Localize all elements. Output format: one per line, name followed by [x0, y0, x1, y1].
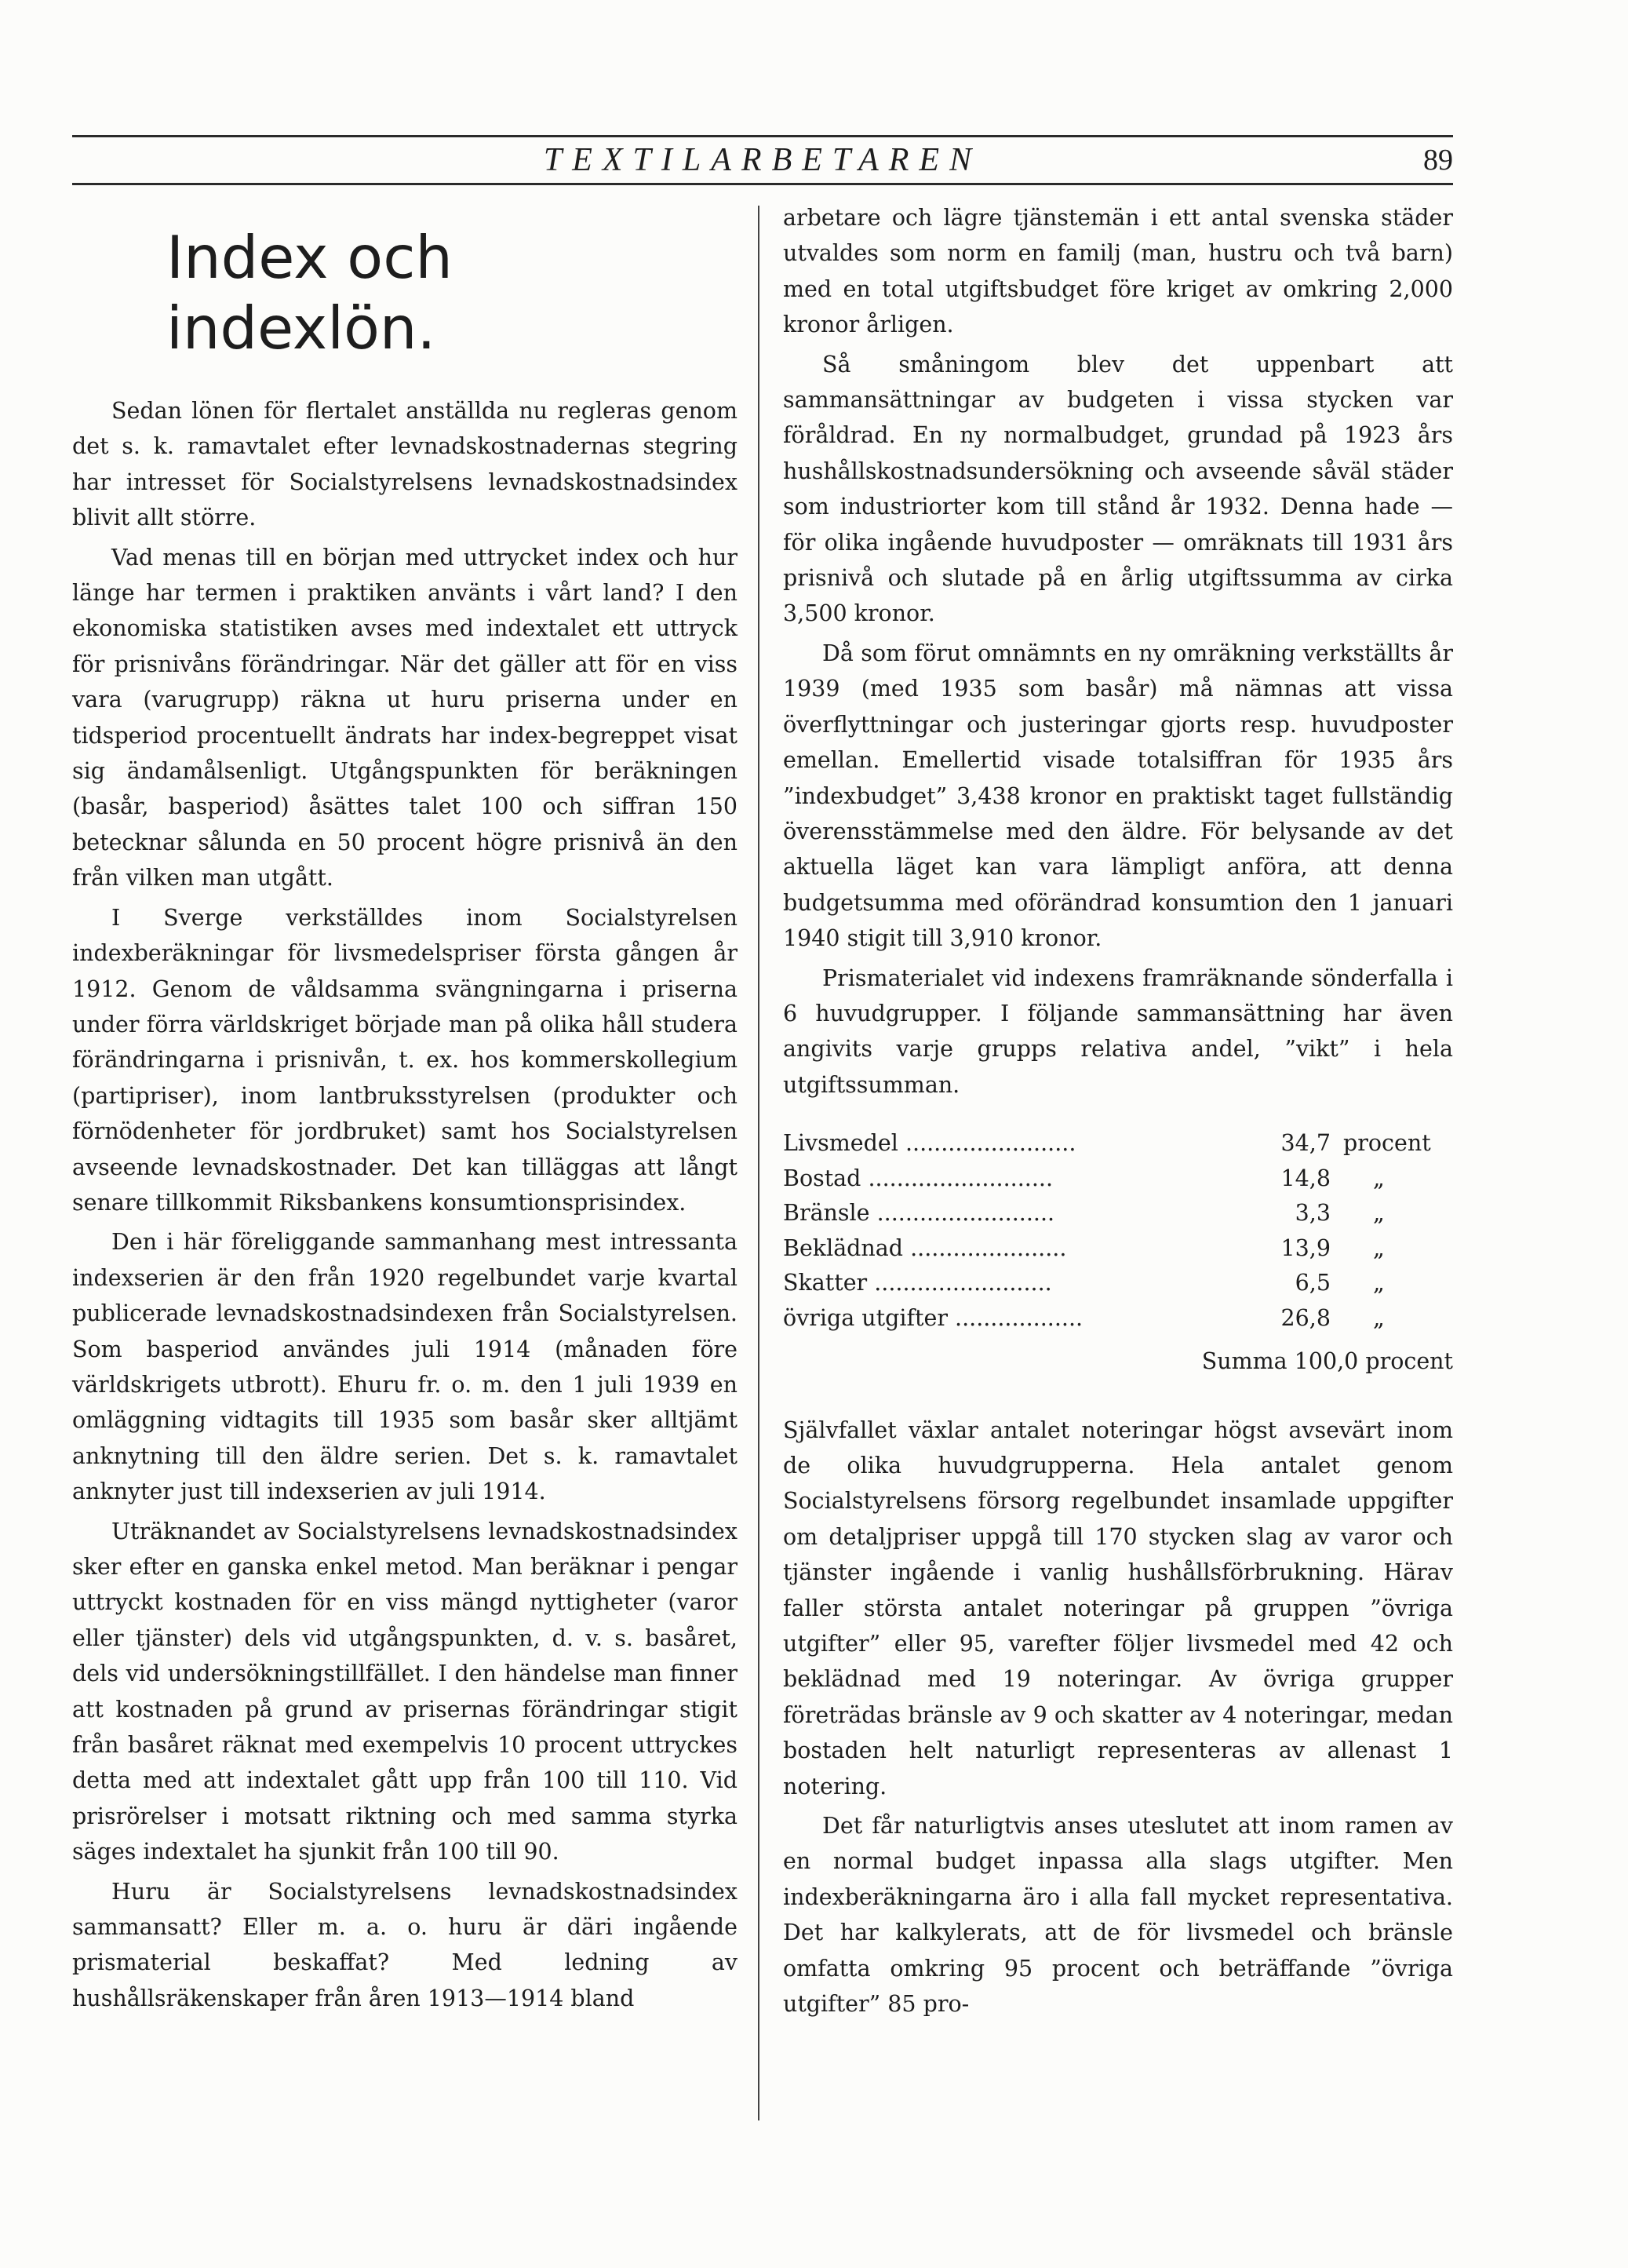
leader-dots: ........................ — [898, 1130, 1076, 1157]
leader-dots: ...................... — [903, 1234, 1067, 1261]
row-unit: „ — [1373, 1304, 1385, 1331]
row-label: Bränsle — [783, 1200, 870, 1227]
paragraph: Uträknandet av Socialstyrelsens levnadskostnadsindex sker efter en ganska enkel metod. Man beräknar i pengar uttryckt kostnaden för en viss mängd nyttigheter (varor eller tjänster) dels vid utgångspunkten, d. v. s. basåret, dels vid undersökningstillfället. I den händelse man finner att kostnaden på grund av prisernas förändringar stigit från basåret räknat med exempelvis 10 procent uttryckes detta med att indextalet gått upp från 100 till 110. Vid prisrörelser i motsatt riktning och med samma styrka säges indextalet ha sjunkit från 100 till 90. — [72, 1518, 738, 1865]
running-head — [72, 141, 1453, 180]
row-unit: „ — [1373, 1270, 1385, 1296]
left-column — [72, 200, 738, 2020]
journal-title: TEXTILARBETAREN — [543, 142, 982, 178]
paragraph: Så småningom blev det uppenbart att sammansättningar av budgeten i vissa stycken var föråldrad. En ny normalbudget, grundad på 1923 års hushållskostnadsundersökning och avseende såväl städer som industriorter kom till stånd år 1932. Denna hade — för olika ingående huvudposter — omräknats till 1931 års prisnivå och slutade på en årlig utgiftssumma av cirka 3,500 kronor. — [783, 351, 1453, 627]
paragraph: Det får naturligtvis anses uteslutet att inom ramen av en normal budget inpassa alla slags utgifter. Men indexberäkningarna äro i alla fall mycket representativa. Det har kalkylerats, att de för livsmedel och bränsle omfatta omkring 95 procent och beträffande ”övriga utgifter” 85 pro- — [783, 1813, 1453, 2018]
paragraph: Huru är Socialstyrelsens levnadskostnadsindex sammansatt? Eller m. a. o. huru är däri ingående prismaterial beskaffat? Med ledning av hushållsräkenskaper från åren 1913—1914 bland — [72, 1878, 738, 2011]
page-number: 89 — [1423, 144, 1453, 177]
paragraph: Prismaterialet vid indexens framräknande sönderfalla i 6 huvudgrupper. I följande sammansättning har även angivits varje grupps relativa andel, ”vikt” i hela utgiftssumman. — [783, 964, 1453, 1098]
table-row — [783, 1126, 1453, 1161]
row-label: Bostad — [783, 1165, 861, 1191]
paragraph: Sedan lönen för flertalet anställda nu regleras genom det s. k. ramavtalet efter levnadskostnadernas stegring har intresset för Socialstyrelsens levnadskostnadsindex blivit allt större. — [72, 398, 738, 531]
paragraph: I Sverge verkställdes inom Socialstyrelsen indexberäkningar för livsmedelspriser första gången år 1912. Genom de våldsamma svängningarna i priserna under förra världskriget började man på olika håll studera förändringarna i prisnivån, t. ex. hos kommerskollegium (partipriser), inom lantbruksstyrelsen (produkter och förnödenheter för jordbruket) samt hos Socialstyrelsen avseende levnadskostnader. Det kan tilläggas att långt senare tillkommit Riksbankens konsumtionsprisindex. — [72, 904, 738, 1216]
row-value: 14,8 — [1280, 1165, 1331, 1191]
left-column-body — [72, 393, 738, 2016]
row-unit: „ — [1373, 1234, 1385, 1261]
paragraph: Självfallet växlar antalet noteringar högst avsevärt inom de olika huvudgrupperna. Hela antalet genom Socialstyrelsens försorg regelbundet insamlade uppgifter om detaljpriser uppgå till 170 stycken slag av varor och tjänster ingående i vanlig hushållsförbrukning. Härav faller största antalet noteringar på gruppen ”övriga utgifter” eller 95, varefter följer livsmedel med 42 och beklädnad med 19 noteringar. Av övriga grupper företrädas bränsle av 9 och skatter av 4 noteringar, medan bostaden helt naturligt representeras av allenast 1 notering. — [783, 1417, 1453, 1799]
leader-dots: .......................... — [861, 1165, 1054, 1191]
budget-weights-table — [783, 1126, 1453, 1336]
paragraph: arbetare och lägre tjänstemän i ett antal svenska städer utvaldes som norm en familj (man, hustru och två barn) med en total utgiftsbudget före kriget av omkring 2,000 kronor årligen. — [783, 205, 1453, 338]
paragraph: Då som förut omnämnts en ny omräkning verkställts år 1939 (med 1935 som basår) må nämnas att vissa överflyttningar och justeringar gjorts resp. huvudposter emellan. Emellertid visade totalsiffran för 1935 års ”indexbudget” 3,438 kronor en praktiskt taget fullständig överensstämmelse med den äldre. För belysande av det aktuella läget kan vara lämpligt anföra, att denna budgetsumma med oförändrad konsumtion den 1 januari 1940 stigit till 3,910 kronor. — [783, 640, 1453, 952]
row-value: 6,5 — [1295, 1270, 1331, 1296]
table-row — [783, 1301, 1453, 1336]
row-unit: „ — [1373, 1165, 1385, 1191]
row-label: Beklädnad — [783, 1234, 904, 1261]
paragraph: Den i här föreliggande sammanhang mest intressanta indexserien är den från 1920 regelbundet varje kvartal publicerade levnadskostnadsindexen från Socialstyrelsen. Som basperiod användes juli 1914 (månaden före världskrigets utbrott). Ehuru fr. o. m. den 1 juli 1939 en omläggning vidtagits till 1935 som basår sker alltjämt anknytning till den äldre serien. Det s. k. ramavtalet anknyter just till indexserien av juli 1914. — [72, 1229, 738, 1505]
header-rule-bottom — [72, 183, 1453, 185]
header-rule-top — [72, 135, 1453, 137]
article-title: Index och indexlön. — [166, 223, 453, 363]
table-row — [783, 1196, 1453, 1231]
table-row — [783, 1266, 1453, 1301]
row-value: 34,7 — [1280, 1130, 1331, 1157]
row-value: 13,9 — [1280, 1234, 1331, 1261]
leader-dots: .................. — [947, 1304, 1084, 1331]
column-divider — [758, 206, 759, 2120]
leader-dots: ......................... — [869, 1200, 1055, 1227]
table-sum: Summa 100,0 procent — [1201, 1348, 1453, 1375]
row-value: 26,8 — [1280, 1304, 1331, 1331]
table-row — [783, 1161, 1453, 1197]
table-row — [783, 1231, 1453, 1267]
row-label: övriga utgifter — [783, 1304, 948, 1331]
row-label: Livsmedel — [783, 1130, 898, 1157]
row-unit: „ — [1373, 1200, 1385, 1227]
right-column — [783, 200, 1453, 2026]
paragraph: Vad menas till en början med uttrycket index och hur länge har termen i praktiken använts i vårt land? I den ekonomiska statistiken avses med indextalet ett uttryck för prisnivåns förändringar. När det gäller att för en viss vara (varugrupp) räkna ut huru priserna under en tidsperiod procentuellt ändrats har index-begreppet visat sig ändamålsenligt. Utgångspunkten för beräkningen (basår, basperiod) åsättes talet 100 och siffran 150 betecknar sålunda en 50 procent högre prisnivå än den från vilken man utgått. — [72, 544, 738, 892]
leader-dots: ......................... — [867, 1270, 1052, 1296]
row-unit: procent — [1343, 1130, 1431, 1157]
row-label: Skatter — [783, 1270, 868, 1296]
row-value: 3,3 — [1295, 1200, 1331, 1227]
